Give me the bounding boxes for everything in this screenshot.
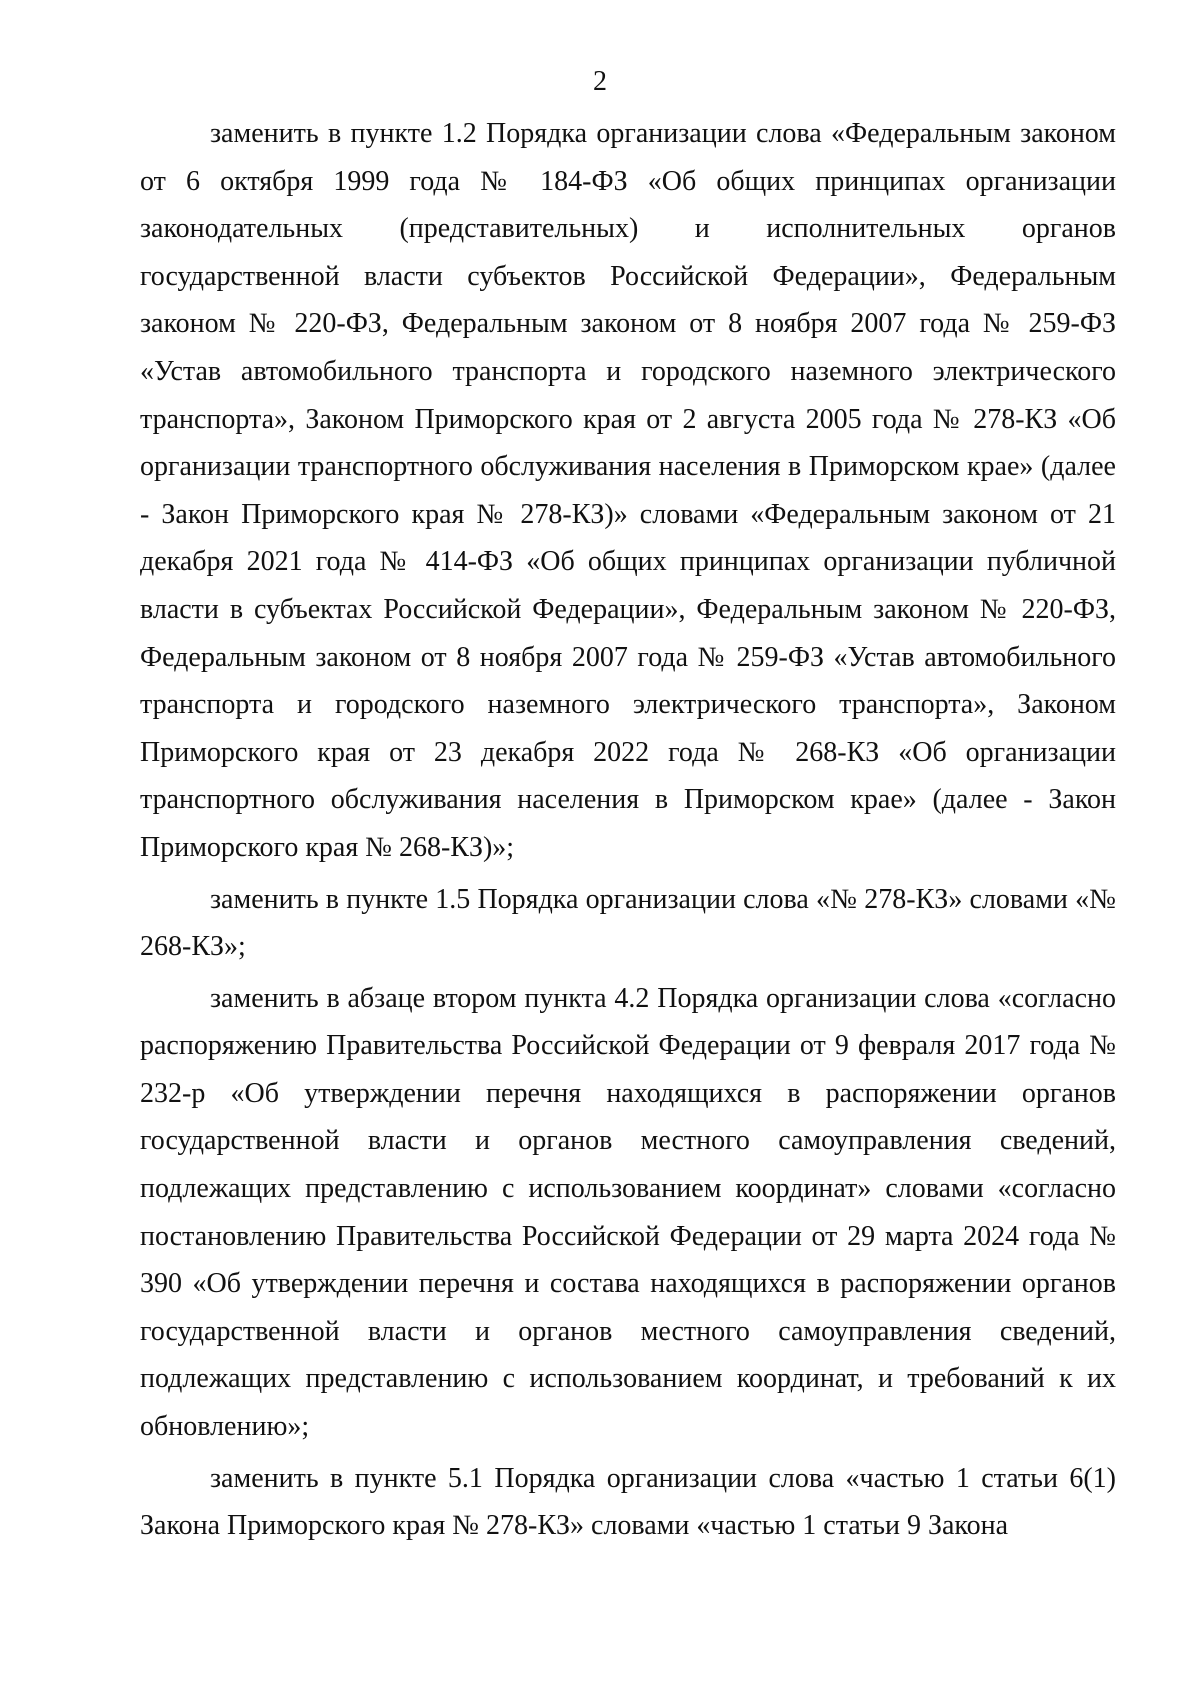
paragraph-item-1-2: заменить в пункте 1.2 Порядка организации слова «Федеральным законом от 6 октября 1999 года № 184-ФЗ «Об общих принципах организации законодательных (представительных) и исполнительных органов государственной власти субъектов Российской Федерации», Федеральным законом № 220-ФЗ, Федеральным законом от 8 ноября 2007 года № 259-ФЗ «Устав автомобильного транспорта и городского наземного электрического транспорта», Законом Приморского края от 2 августа 2005 года № 278-КЗ «Об организации транспортного обслуживания населения в Приморском крае» (далее - Закон Приморского края № 278-КЗ)» словами «Федеральным законом от 21 декабря 2021 года № 414-ФЗ «Об общих принципах организации публичной власти в субъектах Российской Федерации», Федеральным законом № 220-ФЗ, Федеральным законом от 8 ноября 2007 года № 259-ФЗ «Устав автомобильного транспорта и городского наземного электрического транспорта», Законом Приморского края от 23 декабря 2022 года № 268-КЗ «Об организации транспортного обслуживания населения в Приморском крае» (далее - Закон Приморского края № 268-КЗ)»; xyxy=(140,118,1116,863)
page-number: 2 xyxy=(593,66,607,97)
paragraph-item-4-2: заменить в абзаце втором пункта 4.2 Порядка организации слова «согласно распоряжению Правительства Российской Федерации от 9 февраля 2017 года № 232-р «Об утверждении перечня находящихся в распоряжении органов государственной власти и органов местного самоуправления сведений, подлежащих представлению с использованием координат» словами «согласно постановлению Правительства Российской Федерации от 29 марта 2024 года № 390 «Об утверждении перечня и состава находящихся в распоряжении органов государственной власти и органов местного самоуправления сведений, подлежащих представлению с использованием координат, и требований к их обновлению»; xyxy=(140,982,1116,1443)
paragraph-item-5-1: заменить в пункте 5.1 Порядка организации слова «частью 1 статьи 6(1) Закона Приморского края № 278-КЗ» словами «частью 1 статьи 9 Закона xyxy=(140,1462,1116,1542)
paragraph-item-1-5: заменить в пункте 1.5 Порядка организации слова «№ 278-КЗ» словами «№ 268-КЗ»; xyxy=(140,883,1116,963)
document-body xyxy=(140,110,1116,1550)
